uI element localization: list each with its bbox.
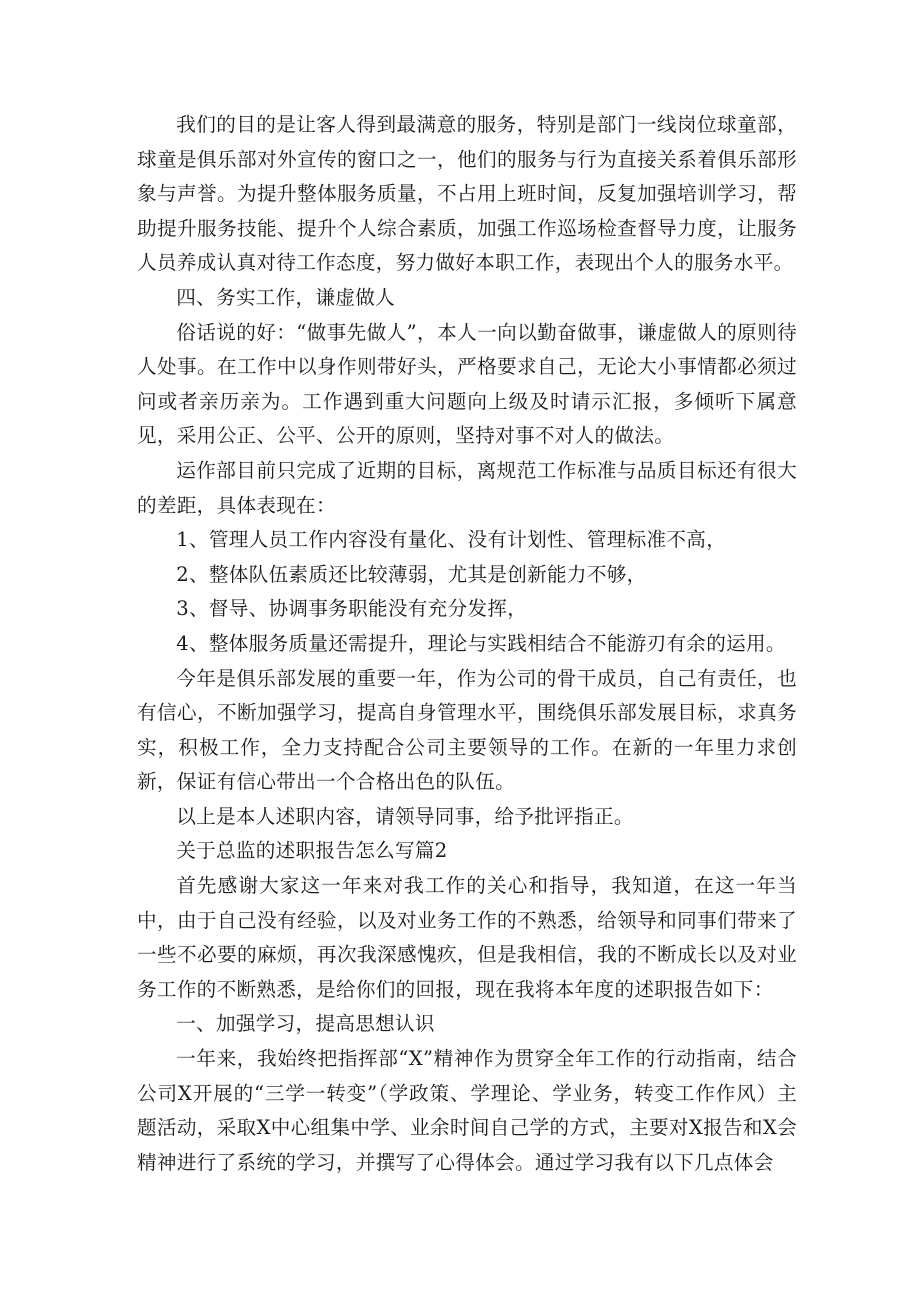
list-item-1: 1、管理人员工作内容没有量化、没有计划性、管理标准不高， <box>176 528 727 552</box>
list-item-4: 4、整体服务质量还需提升，理论与实践相结合不能游刃有余的运用。 <box>176 631 786 655</box>
document-body <box>137 108 797 1180</box>
section-heading-4: 四、务实工作，谦虚做人 <box>176 285 396 309</box>
paragraph-study: 一年来，我始终把指挥部“X”精神作为贯穿全年工作的行动指南，结合公司X开展的“三学一转变”（学政策、学理论、学业务，转变工作作风）主题活动，采取X中心组集中学、业余时间自己学的方式，主要对X报告和X会精神进行了系统的学习，并撰写了心得体会。通过学习我有以下几点体会 <box>137 1047 797 1174</box>
list-item-2: 2、整体队伍素质还比较薄弱，尤其是创新能力不够， <box>176 562 647 586</box>
paragraph-year-outlook: 今年是俱乐部发展的重要一年，作为公司的骨干成员，自己有责任，也有信心，不断加强学习，提高自身管理水平，围绕俱乐部发展目标，求真务实，积极工作，全力支持配合公司主要领导的工作。在新的一年里力求创新，保证有信心带出一个合格出色的队伍。 <box>137 666 797 794</box>
paragraph-thanks: 首先感谢大家这一年来对我工作的关心和指导，我知道，在这一年当中，由于自己没有经验，以及对业务工作的不熟悉，给领导和同事们带来了一些不必要的麻烦，再次我深感愧疚，但是我相信，我的不断成长以及对业务工作的不断熟悉，是给你们的回报，现在我将本年度的述职报告如下： <box>137 874 797 1001</box>
paragraph-closing: 以上是本人述职内容，请领导同事，给予批评指正。 <box>176 804 634 828</box>
section-heading-1: 一、加强学习，提高思想认识 <box>176 1012 435 1036</box>
paragraph-work-ethic: 俗话说的好：“做事先做人”，本人一向以勤奋做事，谦虚做人的原则待人处事。在工作中以身作则带好头，严格要求自己，无论大小事情都必须过问或者亲历亲为。工作遇到重大问题向上级及时请示汇报，多倾听下属意见，采用公正、公平、公开的原则，坚持对事不对人的做法。 <box>137 320 797 448</box>
paragraph-gap-intro: 运作部目前只完成了近期的目标，离规范工作标准与品质目标还有很大的差距，具体表现在： <box>137 458 797 517</box>
article-subtitle: 关于总监的述职报告怎么写篇2 <box>176 839 448 863</box>
paragraph-service-goal: 我们的目的是让客人得到最满意的服务，特别是部门一线岗位球童部，球童是俱乐部对外宣传的窗口之一，他们的服务与行为直接关系着俱乐部形象与声誉。为提升整体服务质量，不占用上班时间，反复加强培训学习，帮助提升服务技能、提升个人综合素质，加强工作巡场检查督导力度，让服务人员养成认真对待工作态度，努力做好本职工作，表现出个人的服务水平。 <box>137 113 797 275</box>
list-item-3: 3、督导、协调事务职能没有充分发挥， <box>176 597 528 621</box>
